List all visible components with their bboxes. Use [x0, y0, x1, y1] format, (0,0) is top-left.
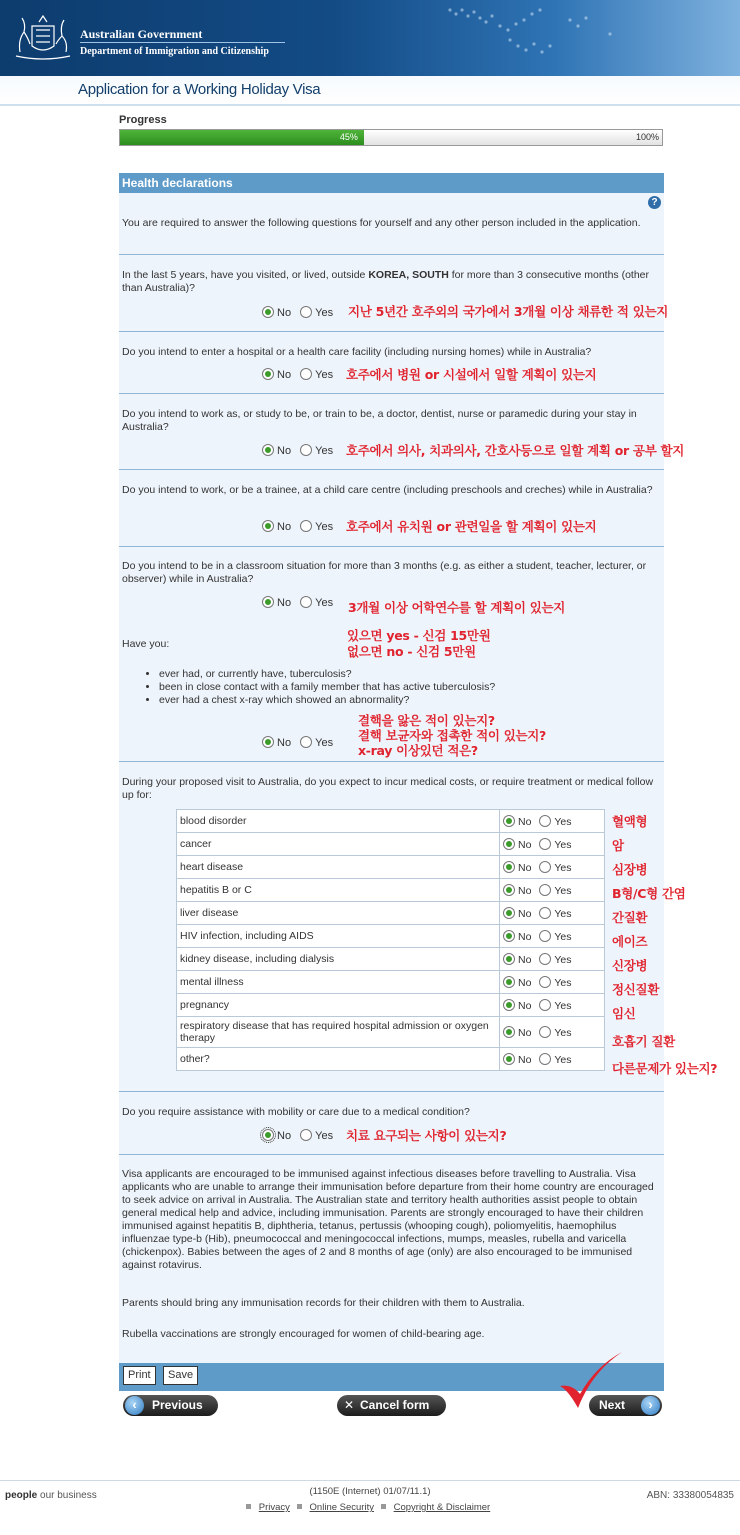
radio-yes[interactable] — [539, 976, 551, 988]
annotation-tb: 결핵을 앓은 적이 있는지? 결핵 보균자와 접촉한 적이 있는지? x-ray 이상있던 적은? — [358, 713, 547, 758]
divider — [119, 1091, 664, 1092]
dept-title: Department of Immigration and Citizenship — [80, 46, 269, 57]
header-divider — [80, 42, 285, 43]
condition-name: HIV infection, including AIDS — [177, 925, 500, 948]
annotation: 호흡기 질환 — [612, 1034, 675, 1049]
annotation: 호주에서 유치원 or 관련일을 할 계획이 있는지 — [346, 519, 597, 534]
annotation: 정신질환 — [612, 982, 660, 997]
save-button[interactable]: Save — [163, 1366, 198, 1385]
annotation: 심장병 — [612, 862, 648, 877]
table-row — [177, 971, 605, 994]
page-title: Application for a Working Holiday Visa — [78, 81, 321, 98]
question-radio-group: No Yes — [262, 368, 333, 381]
annotation: 혈액형 — [612, 814, 648, 829]
condition-options: No Yes — [500, 994, 605, 1017]
immunisation-records-note: Parents should bring any immunisation records for their children with them to Australia. — [122, 1297, 525, 1309]
previous-button[interactable]: ‹ Previous — [123, 1395, 218, 1416]
condition-name: respiratory disease that has required hospital admission or oxygen therapy — [177, 1017, 500, 1048]
close-icon: ✕ — [344, 1398, 355, 1412]
table-row — [177, 810, 605, 833]
cancel-form-button[interactable]: ✕ Cancel form — [337, 1395, 446, 1416]
radio-no[interactable] — [503, 1026, 515, 1038]
radio-yes[interactable] — [539, 861, 551, 873]
radio-no[interactable] — [262, 520, 274, 532]
divider — [119, 761, 664, 762]
divider — [119, 546, 664, 547]
annotation: 신장병 — [612, 958, 648, 973]
progress-fill — [120, 130, 364, 145]
radio-yes[interactable] — [539, 907, 551, 919]
list-item: • ever had, or currently have, tuberculosis? — [159, 668, 642, 681]
mobility-question: Do you require assistance with mobility or care due to a medical condition? — [122, 1106, 470, 1118]
radio-yes[interactable] — [300, 368, 312, 380]
condition-options: No Yes — [500, 879, 605, 902]
app-title-bar — [0, 76, 740, 106]
radio-no[interactable] — [503, 815, 515, 827]
condition-options: No Yes — [500, 810, 605, 833]
arrow-right-icon: › — [641, 1396, 660, 1415]
condition-name: mental illness — [177, 971, 500, 994]
progress-end: 100% — [635, 132, 659, 142]
divider — [119, 469, 664, 470]
progress-bar — [119, 129, 663, 146]
radio-no[interactable] — [503, 884, 515, 896]
footer-tagline: people our business — [5, 1490, 97, 1501]
condition-name: heart disease — [177, 856, 500, 879]
radio-yes[interactable] — [539, 930, 551, 942]
question-text: Do you intend to enter a hospital or a health care facility (including nursing homes) while in Australia? — [122, 346, 592, 358]
divider — [119, 331, 664, 332]
condition-name: kidney disease, including dialysis — [177, 948, 500, 971]
online-security-link[interactable]: Online Security — [309, 1502, 374, 1513]
table-row — [177, 1048, 605, 1071]
condition-name: hepatitis B or C — [177, 879, 500, 902]
progress-label: Progress — [119, 114, 167, 126]
condition-name: pregnancy — [177, 994, 500, 1017]
condition-options: No Yes — [500, 902, 605, 925]
question-radio-group: No Yes — [262, 520, 333, 533]
table-row — [177, 879, 605, 902]
table-row — [177, 1017, 605, 1048]
section-title: Health declarations — [119, 173, 664, 193]
radio-yes[interactable] — [300, 520, 312, 532]
condition-options: No Yes — [500, 925, 605, 948]
section-intro: You are required to answer the following questions for yourself and any other person included in the application. — [122, 217, 641, 229]
gov-header — [0, 0, 740, 76]
world-map-decoration — [410, 0, 740, 76]
radio-no[interactable] — [503, 953, 515, 965]
table-row — [177, 902, 605, 925]
radio-yes[interactable] — [300, 736, 312, 748]
footer-version: (1150E (Internet) 01/07/11.1) — [309, 1486, 431, 1497]
medical-table — [176, 809, 605, 1071]
divider — [119, 254, 664, 255]
annotation: 3개월 이상 어학연수를 할 계획이 있는지 — [348, 600, 566, 615]
question-text: Do you intend to be in a classroom situation for more than 3 months (e.g. as either a student, teacher, lecturer, or observer) while in Australia? — [122, 560, 647, 585]
coat-of-arms-icon — [12, 12, 74, 62]
divider — [119, 1154, 664, 1155]
question-radio-group: No Yes — [262, 596, 333, 609]
table-row — [177, 948, 605, 971]
table-row — [177, 994, 605, 1017]
radio-no[interactable] — [503, 930, 515, 942]
divider — [119, 393, 664, 394]
radio-no[interactable] — [262, 1129, 274, 1141]
radio-no[interactable] — [262, 736, 274, 748]
annotation-cost: 있으면 yes - 신검 15만원 없으면 no - 신검 5만원 — [347, 628, 491, 659]
radio-yes[interactable] — [539, 953, 551, 965]
radio-no[interactable] — [262, 306, 274, 318]
radio-yes[interactable] — [300, 306, 312, 318]
question-text: In the last 5 years, have you visited, or lived, outside KOREA, SOUTH for more than 3 consecutive months (other than Australia)? — [122, 269, 650, 294]
checkmark-annotation-icon — [556, 1350, 626, 1412]
condition-options: No Yes — [500, 1017, 605, 1048]
radio-no[interactable] — [503, 838, 515, 850]
annotation: 간질환 — [612, 910, 648, 925]
radio-yes[interactable] — [539, 1026, 551, 1038]
annotation: 호주에서 의사, 치과의사, 간호사등으로 일할 계획 or 공부 할지 — [346, 443, 685, 458]
immunisation-info: Visa applicants are encouraged to be immunised against infectious diseases before travelling to Australia. Visa applicants who are unable to arrange their immunisation before departure from their home country are encouraged to seek advice on arrival in Australia. The Australian state and territory health authorities assist people to obtain general medical help and advice, including immunisation. Parents are strongly encouraged to have their children immunised against hepatitis B, diphtheria, tetanus, pertussis (whooping cough), poliomyelitis, haemophilus influenzae type-b (Hib), pneumococcal and meningococcal infections, mumps, measles, rubella and varicella (chickenpox). Babies between the ages of 2 and 8 months of age (only) are also encouraged to be immunised against rotavirus. — [122, 1168, 654, 1271]
radio-yes[interactable] — [539, 838, 551, 850]
table-row — [177, 833, 605, 856]
radio-yes[interactable] — [300, 444, 312, 456]
question-text: Do you intend to work, or be a trainee, at a child care centre (including preschools and creches) while in Australia? — [122, 484, 653, 496]
rubella-note: Rubella vaccinations are strongly encouraged for women of child-bearing age. — [122, 1328, 485, 1340]
condition-name: liver disease — [177, 902, 500, 925]
radio-no[interactable] — [503, 999, 515, 1011]
tb-list — [122, 668, 642, 707]
progress-percent: 45% — [339, 132, 358, 142]
tb-heading: Have you: — [122, 638, 170, 650]
annotation: 암 — [612, 838, 624, 853]
condition-name: cancer — [177, 833, 500, 856]
condition-name: blood disorder — [177, 810, 500, 833]
condition-options: No Yes — [500, 1048, 605, 1071]
condition-options: No Yes — [500, 833, 605, 856]
question-text: Do you intend to work as, or study to be, or train to be, a doctor, dentist, nurse or paramedic during your stay in Australia? — [122, 408, 637, 433]
question-radio-group: No Yes — [262, 444, 333, 457]
radio-no[interactable] — [262, 596, 274, 608]
annotation: 호주에서 병원 or 시설에서 일할 계획이 있는지 — [346, 367, 597, 382]
radio-no[interactable] — [262, 368, 274, 380]
arrow-left-icon: ‹ — [125, 1396, 144, 1415]
condition-name: other? — [177, 1048, 500, 1071]
question-radio-group: No Yes — [262, 736, 333, 749]
list-item: • been in close contact with a family member that has active tuberculosis? — [159, 681, 642, 694]
question-radio-group: No Yes — [262, 306, 333, 319]
radio-yes[interactable] — [539, 815, 551, 827]
table-row — [177, 856, 605, 879]
radio-no[interactable] — [503, 907, 515, 919]
condition-options: No Yes — [500, 856, 605, 879]
annotation: 에이즈 — [612, 934, 648, 949]
radio-no[interactable] — [503, 976, 515, 988]
question-radio-group: No Yes — [262, 1129, 333, 1142]
radio-yes[interactable] — [300, 596, 312, 608]
annotation: 다른문제가 있는지? — [612, 1061, 718, 1076]
copyright-link[interactable]: Copyright & Disclaimer — [393, 1502, 491, 1513]
radio-no[interactable] — [262, 444, 274, 456]
radio-yes[interactable] — [539, 884, 551, 896]
radio-no[interactable] — [503, 1053, 515, 1065]
annotation: 치료 요구되는 사항이 있는지? — [346, 1128, 507, 1143]
next-button[interactable]: Next › — [589, 1395, 662, 1416]
help-icon[interactable]: ? — [648, 196, 661, 209]
table-row — [177, 925, 605, 948]
footer-links — [0, 1502, 740, 1513]
gov-title: Australian Government — [80, 27, 203, 41]
condition-options: No Yes — [500, 948, 605, 971]
annotation: 지난 5년간 호주외의 국가에서 3개월 이상 채류한 적 있는지 — [348, 304, 669, 319]
radio-yes[interactable] — [539, 1053, 551, 1065]
condition-options: No Yes — [500, 971, 605, 994]
list-item: • ever had a chest x-ray which showed an abnormality? — [159, 694, 642, 707]
annotation: 임신 — [612, 1006, 636, 1021]
footer-abn: ABN: 33380054835 — [646, 1490, 734, 1501]
radio-no[interactable] — [503, 861, 515, 873]
print-button[interactable]: Print — [123, 1366, 156, 1385]
radio-yes[interactable] — [539, 999, 551, 1011]
privacy-link[interactable]: Privacy — [258, 1502, 290, 1513]
annotation: B형/C형 간염 — [612, 886, 686, 901]
radio-yes[interactable] — [300, 1129, 312, 1141]
medical-question: During your proposed visit to Australia, do you expect to incur medical costs, or require treatment or medical follow up for: — [122, 776, 654, 801]
